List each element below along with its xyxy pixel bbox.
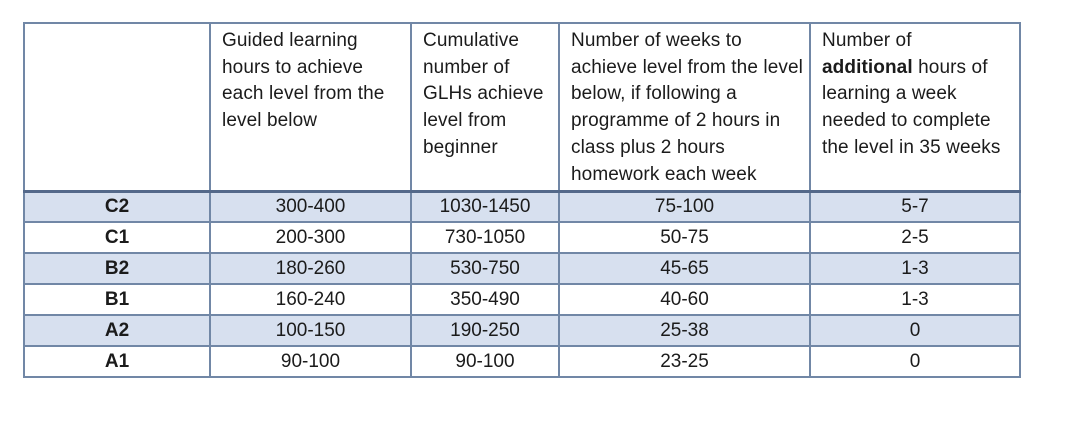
header-additional-emphasis: additional — [822, 56, 913, 78]
row-weeks: 45-65 — [559, 253, 810, 284]
row-weeks: 75-100 — [559, 191, 810, 222]
row-weeks: 25-38 — [559, 315, 810, 346]
row-additional: 1-3 — [810, 253, 1020, 284]
row-level: B2 — [24, 253, 210, 284]
table-row — [24, 315, 1020, 346]
row-level: B1 — [24, 284, 210, 315]
row-glh: 90-100 — [210, 346, 411, 377]
row-weeks: 23-25 — [559, 346, 810, 377]
row-additional: 2-5 — [810, 222, 1020, 253]
row-level: A1 — [24, 346, 210, 377]
row-additional: 0 — [810, 315, 1020, 346]
header-row — [24, 23, 1020, 191]
row-cumulative: 350-490 — [411, 284, 559, 315]
row-cumulative: 730-1050 — [411, 222, 559, 253]
table-header — [24, 23, 1020, 191]
header-level — [24, 23, 210, 191]
table-row — [24, 284, 1020, 315]
row-cumulative: 90-100 — [411, 346, 559, 377]
row-glh: 100-150 — [210, 315, 411, 346]
row-level: A2 — [24, 315, 210, 346]
header-additional-suffix: hours of learning a week needed to complete the level in 35 weeks — [822, 56, 1001, 158]
table-body — [24, 191, 1020, 377]
header-additional-prefix: Number of — [822, 30, 912, 51]
row-cumulative: 1030-1450 — [411, 191, 559, 222]
row-glh: 180-260 — [210, 253, 411, 284]
header-guided-learning-hours: Guided learning hours to achieve each level from the level below — [210, 23, 411, 191]
table-row — [24, 222, 1020, 253]
table-row — [24, 346, 1020, 377]
table-row — [24, 191, 1020, 222]
table-row — [24, 253, 1020, 284]
row-cumulative: 190-250 — [411, 315, 559, 346]
row-additional: 5-7 — [810, 191, 1020, 222]
header-cumulative-glh: Cumulative number of GLHs achieve level from beginner — [411, 23, 559, 191]
row-glh: 160-240 — [210, 284, 411, 315]
row-glh: 300-400 — [210, 191, 411, 222]
row-level: C2 — [24, 191, 210, 222]
row-additional: 0 — [810, 346, 1020, 377]
header-weeks-to-achieve: Number of weeks to achieve level from the level below, if following a programme of 2 hours in class plus 2 hours homework each week — [559, 23, 810, 191]
row-glh: 200-300 — [210, 222, 411, 253]
cefr-hours-table — [23, 22, 1021, 378]
cefr-hours-table-container — [23, 22, 1019, 378]
row-additional: 1-3 — [810, 284, 1020, 315]
row-level: C1 — [24, 222, 210, 253]
header-additional-hours — [810, 23, 1020, 191]
row-weeks: 40-60 — [559, 284, 810, 315]
row-cumulative: 530-750 — [411, 253, 559, 284]
row-weeks: 50-75 — [559, 222, 810, 253]
